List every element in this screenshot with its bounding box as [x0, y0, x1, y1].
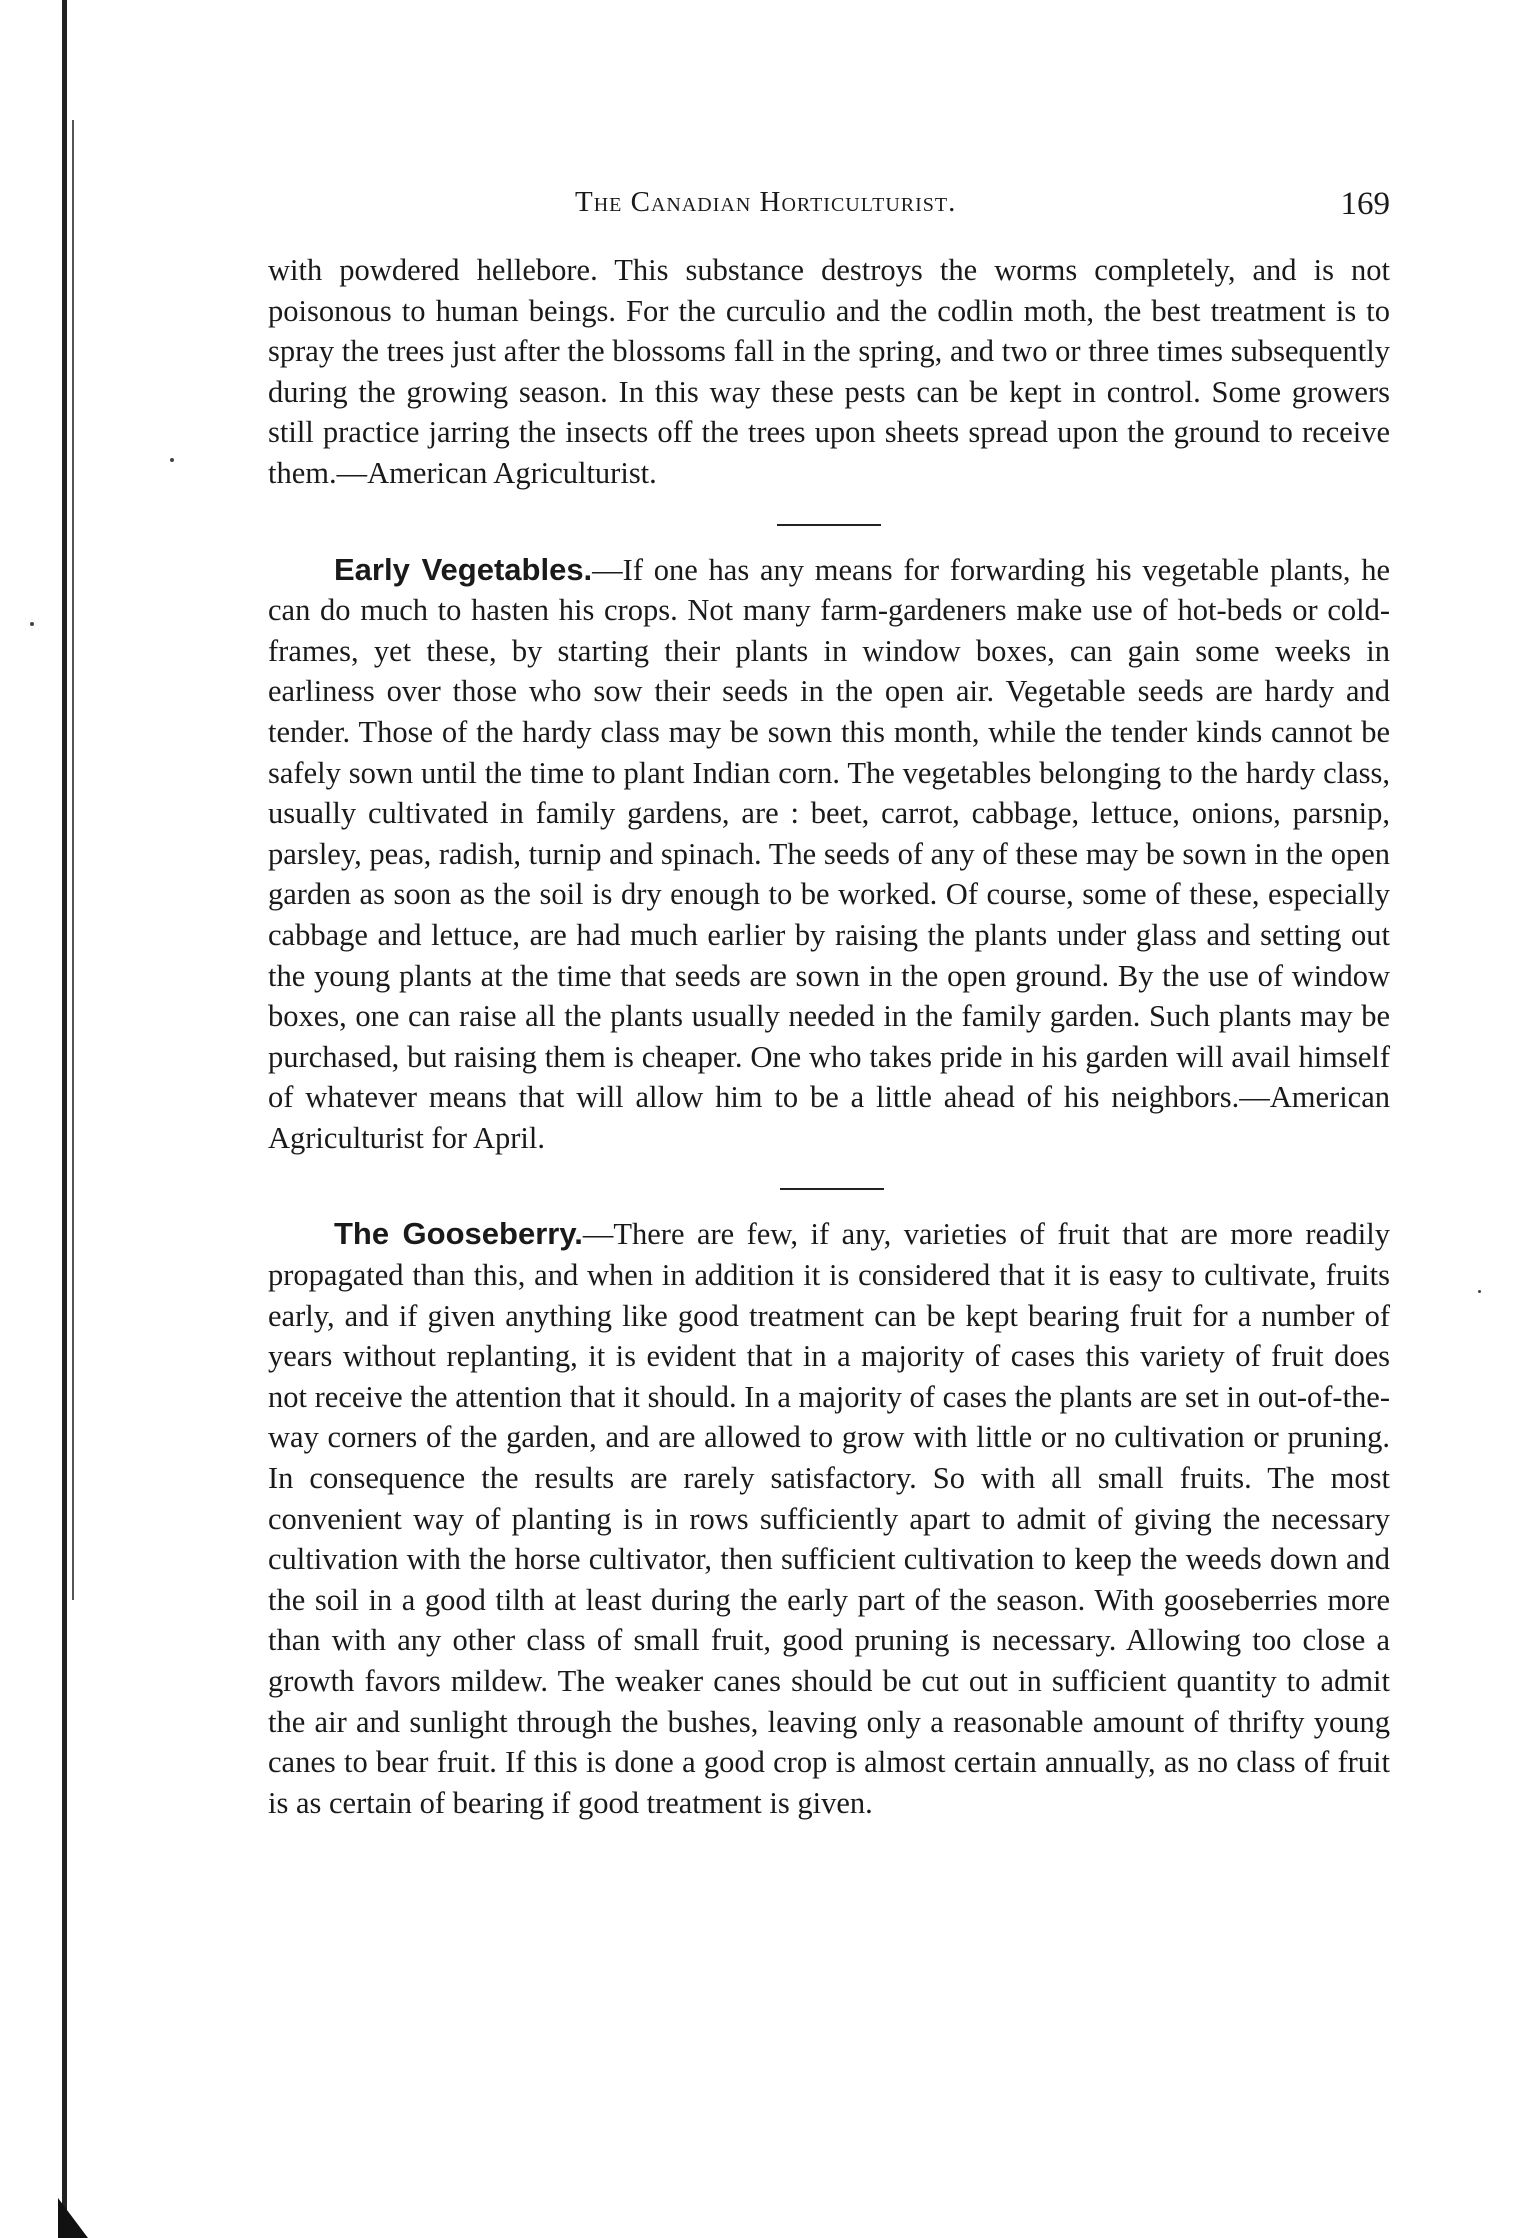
page-number: 169 [1340, 186, 1390, 222]
scan-speck [30, 622, 34, 626]
page-binding-edge [62, 0, 67, 2210]
scan-speck [1478, 1290, 1481, 1293]
running-header [270, 186, 1390, 236]
paragraph-text: —There are few, if any, varieties of fruit that are more readily propagated than this, and when in addition it is considered that it is easy to cultivate, fruits early, and if given anything like good treatment can be kept bearing fruit for a number of years without replanting, it is evident that in a majority of cases this variety of fruit does not receive the attention that it should. In a majority of cases the plants are set in out-of-the-way corners of the garden, and are allowed to grow with little or no cultivation or pruning. In consequence the results are rarely satisfactory. So with all small fruits. The most convenient way of planting is in rows sufficiently apart to admit of giving the necessary cultivation with the horse cultivator, then sufficient cultivation to keep the weeds down and the soil in a good tilth at least during the early part of the season. With gooseberries more than with any other class of small fruit, good pruning is necessary. Allowing too close a growth favors mildew. The weaker canes should be cut out in sufficient quantity to admit the air and sunlight through the bushes, leaving only a reasonable amount of thrifty young canes to bear fruit. If this is done a good crop is almost certain annually, as no class of fruit is as certain of bearing if good treatment is given. [268, 1217, 1390, 1820]
page-binding-corner [58, 2198, 88, 2238]
section-heading-early-vegetables: Early Vegetables. [334, 551, 593, 587]
section-heading-gooseberry: The Gooseberry. [334, 1216, 583, 1252]
section-divider [777, 524, 881, 526]
paragraph-continued: with powdered hellebore. This substance destroys the worms completely, and is not poisonous to human beings. For the curculio and the codlin moth, the best treatment is to spray the trees just after the blossoms fall in the spring, and two or three times subsequently during the growing season. In this way these pests can be kept in control. Some growers still practice jarring the insects off the trees upon sheets spread upon the ground to receive them.—American Agriculturist. [268, 253, 1390, 490]
article-body [268, 250, 1390, 1823]
paragraph-gooseberry [268, 1214, 1390, 1823]
paragraph-early-vegetables [268, 550, 1390, 1159]
section-divider [780, 1188, 884, 1190]
scan-speck [170, 458, 174, 462]
running-title: The Canadian Horticulturist. [575, 186, 957, 218]
paragraph-text: —If one has any means for forwarding his vegetable plants, he can do much to hasten his crops. Not many farm-gardeners make use of hot-beds or cold-frames, yet these, by starting their plants in window boxes, can gain some weeks in earliness over those who sow their seeds in the open air. Vegetable seeds are hardy and tender. Those of the hardy class may be sown this month, while the tender kinds cannot be safely sown until the time to plant Indian corn. The vegetables belonging to the hardy class, usually cultivated in family gardens, are : beet, carrot, cabbage, lettuce, onions, parsnip, parsley, peas, radish, turnip and spinach. The seeds of any of these may be sown in the open garden as soon as the soil is dry enough to be worked. Of course, some of these, especially cabbage and lettuce, are had much earlier by raising the plants under glass and setting out the young plants at the time that seeds are sown in the open ground. By the use of window boxes, one can raise all the plants usually needed in the family garden. Such plants may be purchased, but raising them is cheaper. One who takes pride in his garden will avail himself of whatever means that will allow him to be a little ahead of his neighbors.—American Agriculturist for April. [268, 552, 1390, 1155]
page-binding-edge-inner [72, 120, 74, 1600]
